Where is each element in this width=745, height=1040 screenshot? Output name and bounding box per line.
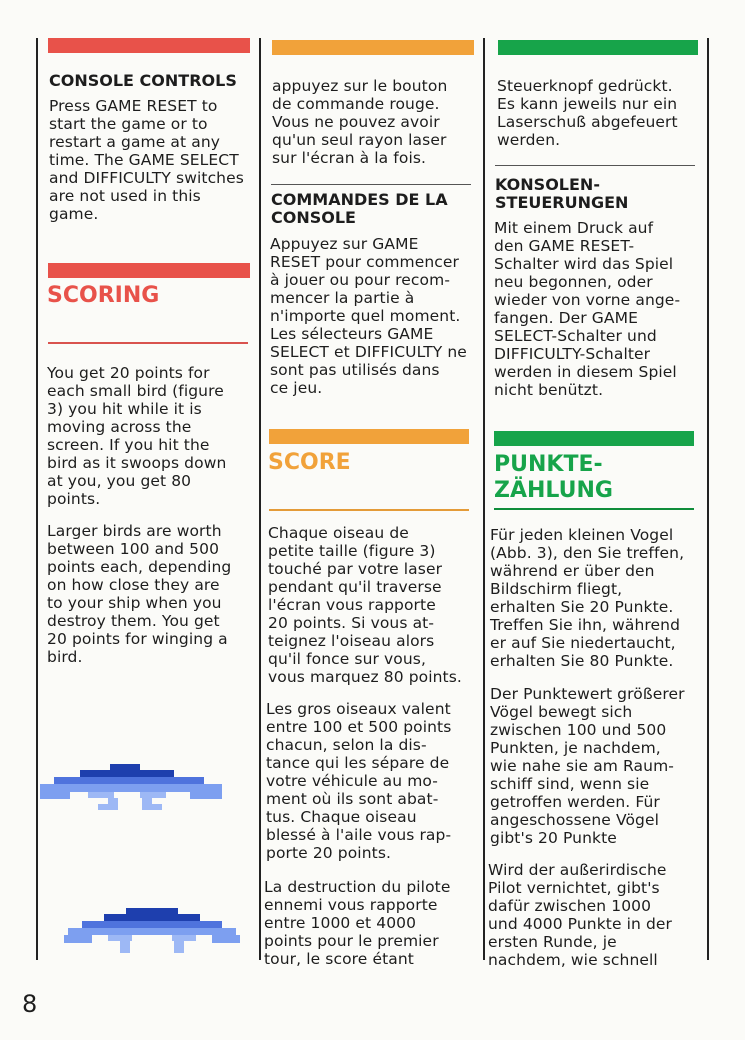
col1-console-heading: CONSOLE CONTROLS bbox=[49, 71, 237, 90]
col2-score-heading: SCORE bbox=[268, 450, 351, 475]
column-divider bbox=[483, 38, 485, 960]
col2-score-bar bbox=[269, 429, 469, 444]
col2-score-rule bbox=[269, 509, 469, 511]
col2-score-p1: Chaque oiseau de petite taille (figure 3) touché par votre laser pendant qu'il traverse l'écran vous rapporte 20 points. Si vous at- teignez l'oiseau alors qu'il fonce sur vous, vous marquez 80 points. bbox=[268, 524, 462, 686]
col3-cont-text: Steuerknopf gedrückt. Es kann jeweils nur ein Laserschuß abgefeuert werden. bbox=[497, 77, 678, 149]
col1-scoring-p2: Larger birds are worth between 100 and 500 points each, depending on how close they are to your ship when you destroy them. You get 20 points for winging a bird. bbox=[47, 522, 232, 666]
col1-scoring-heading: SCORING bbox=[47, 283, 160, 308]
col2-top-bar bbox=[272, 40, 474, 55]
col2-console-rule bbox=[271, 184, 471, 185]
col3-score-p3: Wird der außerirdische Pilot vernichtet, gibt's dafür zwischen 1000 und 4000 Punkte in der ersten Runde, je nachdem, wie schnell bbox=[488, 861, 673, 969]
col3-score-p2: Der Punktewert größerer Vögel bewegt sich zwischen 100 und 500 Punkten, je nachdem, wie nahe sie am Raum- schiff sind, wenn sie getroffen werden. Für angeschossene Vögel gibt's 20 Punkte bbox=[490, 685, 685, 847]
col2-console-heading: COMMANDES DE LA CONSOLE bbox=[271, 190, 448, 227]
col1-top-bar bbox=[48, 38, 250, 53]
col3-console-heading: KONSOLEN- STEUERUNGEN bbox=[495, 175, 629, 212]
column-divider bbox=[259, 38, 261, 960]
col3-score-p1: Für jeden kleinen Vogel (Abb. 3), den Sie treffen, während er über den Bildschirm fliegt, erhalten Sie 20 Punkte. Treffen Sie ihn, während er auf Sie niedertaucht, erhalten Sie 80 Punkte. bbox=[490, 526, 685, 670]
page-number: 8 bbox=[22, 990, 38, 1018]
col2-score-p2: Les gros oiseaux valent entre 100 et 500 points chacun, selon la dis- tance qui les sépare de votre véhicule au mo- ment où ils sont abat- tus. Chaque oiseau blessé à l'aile vous rap- porte 20 points. bbox=[266, 700, 452, 862]
col2-cont-text: appuyez sur le bouton de commande rouge. Vous ne pouvez avoir qu'un seul rayon laser sur l'écran à la fois. bbox=[272, 77, 448, 167]
col2-score-p3: La destruction du pilote ennemi vous rapporte entre 1000 et 4000 points pour le premier tour, le score étant bbox=[264, 878, 451, 968]
col3-console-rule bbox=[495, 165, 695, 166]
column-divider bbox=[707, 38, 709, 960]
column-divider bbox=[36, 38, 38, 960]
col1-scoring-rule bbox=[48, 342, 248, 344]
col3-score-heading: PUNKTE- ZÄHLUNG bbox=[494, 452, 613, 503]
col1-scoring-bar bbox=[48, 263, 250, 278]
col1-scoring-p1: You get 20 points for each small bird (figure 3) you hit while it is moving across the screen. If you hit the bird as it swoops down at you, you get 80 points. bbox=[47, 364, 227, 508]
col3-top-bar bbox=[498, 40, 698, 55]
small-bird-sprite bbox=[40, 764, 222, 816]
col3-console-text: Mit einem Druck auf den GAME RESET- Schalter wird das Spiel neu begonnen, oder wieder von vorne ange- fangen. Der GAME SELECT-Schalter und DIFFICULTY-Schalter werden in diesem Spiel nicht benützt. bbox=[494, 219, 681, 399]
swooping-bird-sprite bbox=[64, 908, 240, 954]
col3-score-rule bbox=[494, 508, 694, 510]
col2-console-text: Appuyez sur GAME RESET pour commencer à jouer ou pour recom- mencer la partie à n'importe quel moment. Les sélecteurs GAME SELECT et DIFFICULTY ne sont pas utilisés dans ce jeu. bbox=[270, 235, 467, 397]
col3-score-bar bbox=[494, 431, 694, 446]
col1-console-text: Press GAME RESET to start the game or to restart a game at any time. The GAME SELECT and DIFFICULTY switches are not used in this game. bbox=[49, 97, 244, 223]
